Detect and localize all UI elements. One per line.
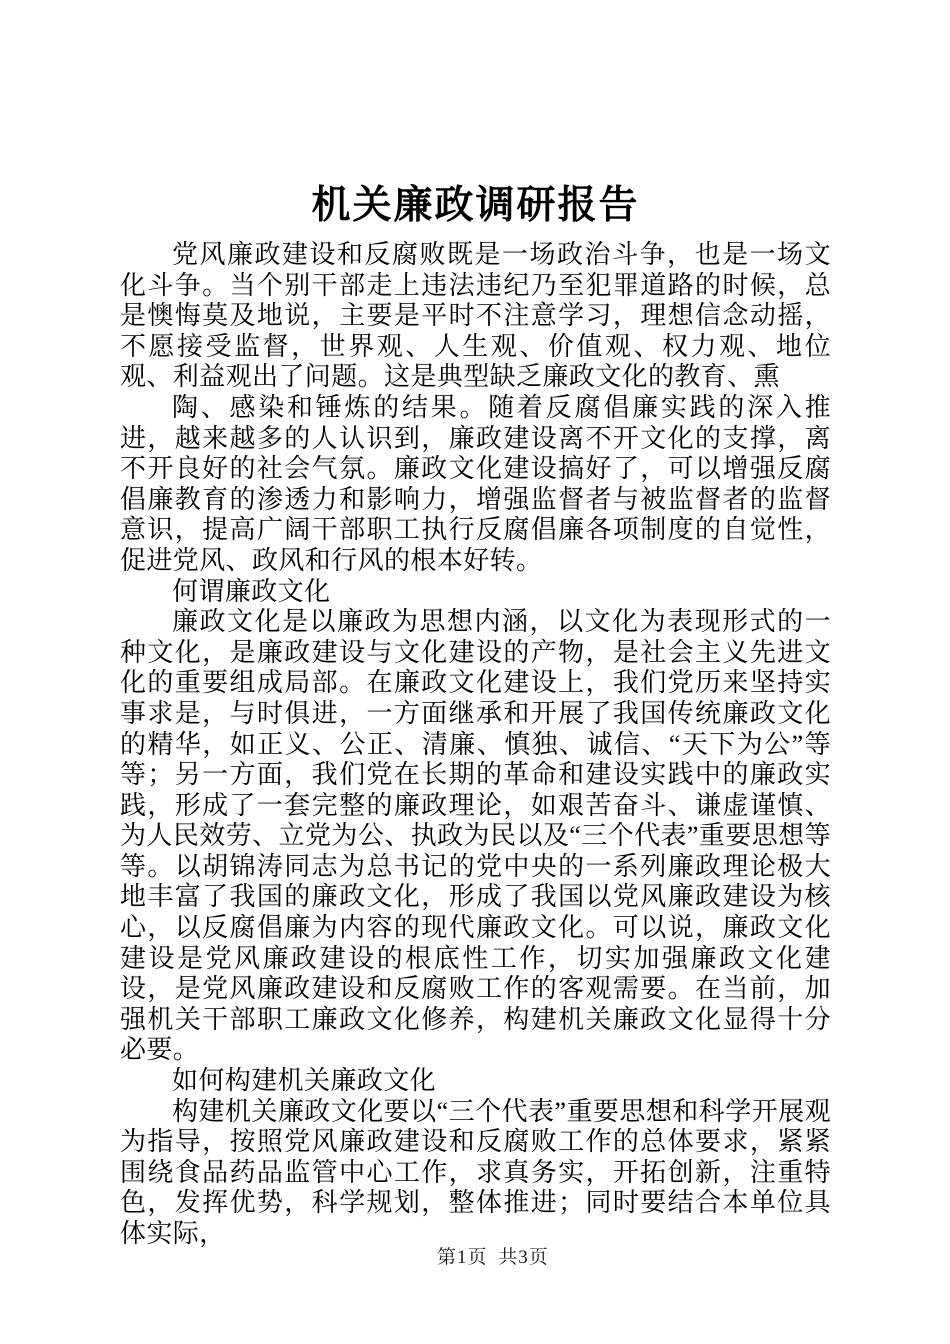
section-heading-how-to-build: 如何构建机关廉政文化: [172, 1066, 437, 1096]
paragraph-culture-support: 陶、感染和锤炼的结果。随着反腐倡廉实践的深入推进，越来越多的人认识到，廉政建设离不开文化的支撑，离不开良好的社会气氛。廉政文化建设搞好了，可以增强反腐倡廉教育的渗透力和影响力，增强监督者与被监督者的监督意识，提高广阔干部职工执行反腐倡廉各项制度的自觉性，促进党风、政风和行风的根本好转。: [120, 392, 831, 575]
section-heading-what-is: 何谓廉政文化: [172, 576, 331, 606]
paragraph-definition: 廉政文化是以廉政为思想内涵，以文化为表现形式的一种文化，是廉政建设与文化建设的产物，是社会主义先进文化的重要组成局部。在廉政文化建设上，我们党历来坚持实事求是，与时俱进，一方面继承和开展了我国传统廉政文化的精华，如正义、公正、清廉、慎独、诚信、“天下为公”等等；另一方面，我们党在长期的革命和建设实践中的廉政实践，形成了一套完整的廉政理论，如艰苦奋斗、谦虚谨慎、为人民效劳、立党为公、执政为民以及“三个代表”重要思想等等。以胡锦涛同志为总书记的党中央的一系列廉政理论极大地丰富了我国的廉政文化，形成了我国以党风廉政建设为核心，以反腐倡廉为内容的现代廉政文化。可以说，廉政文化建设是党风廉政建设的根底性工作，切实加强廉政文化建设，是党风廉政建设和反腐败工作的客观需要。在当前，加强机关干部职工廉政文化修养，构建机关廉政文化显得十分必要。: [120, 607, 831, 1065]
document-body: [120, 240, 831, 1250]
document-title: 机关廉政调研报告: [311, 184, 640, 227]
page-number: 第1页 共3页: [437, 1247, 549, 1268]
paragraph-how-to-build: 构建机关廉政文化要以“三个代表”重要思想和科学开展观为指导，按照党风廉政建设和反腐败工作的总体要求，紧紧围绕食品药品监管中心工作，求真务实，开拓创新，注重特色，发挥优势，科学规划，整体推进；同时要结合本单位具体实际，: [120, 1096, 831, 1248]
document-content: [120, 182, 831, 1250]
paragraph-intro: 党风廉政建设和反腐败既是一场政治斗争，也是一场文化斗争。当个别干部走上违法违纪乃至犯罪道路的时候，总是懊悔莫及地说，主要是平时不注意学习，理想信念动摇，不愿接受监督，世界观、人生观、价值观、权力观、地位观、利益观出了问题。这是典型缺乏廉政文化的教育、熏: [120, 240, 831, 392]
